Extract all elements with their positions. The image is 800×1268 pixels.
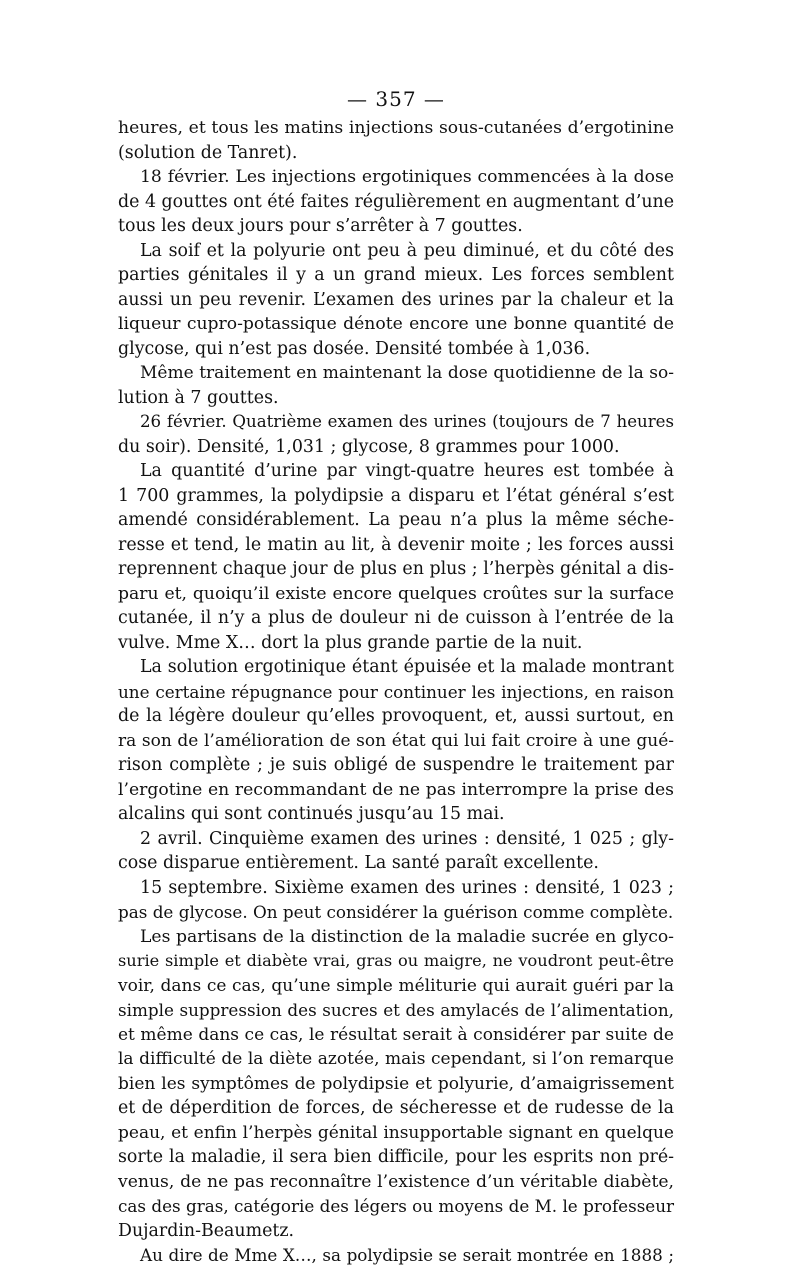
text-line: resse et tend, le matin au lit, à devenir moite ; les forces aussi — [118, 534, 674, 555]
text-line: sorte la maladie, il sera bien difficile, pour les esprits non pré- — [118, 1147, 674, 1167]
text-line: paru et, quoiqu’il existe encore quelques croûtes sur la surface — [118, 583, 674, 604]
text-line: tous les deux jours pour s’arrêter à 7 gouttes. — [118, 216, 523, 236]
text-line: La solution ergotinique étant épuisée et la malade montrant — [140, 657, 674, 677]
text-line: lution à 7 gouttes. — [118, 387, 279, 408]
text-line: 1 700 grammes, la polydipsie a disparu et l’état général s’est — [118, 485, 674, 506]
text-line: une certaine répugnance pour continuer les injections, en raison — [118, 681, 674, 702]
text-line: aussi un peu revenir. L’examen des urines par la chaleur et la — [118, 289, 674, 310]
book-page — [118, 84, 674, 1268]
text-line: et de déperdition de forces, de sécheresse et de rudesse de la — [118, 1098, 674, 1118]
text-line: ra son de l’amélioration de son état qui lui fait croire à une gué- — [118, 730, 674, 751]
text-line: vulve. Mme X… dort la plus grande partie de la nuit. — [118, 632, 583, 653]
text-line: voir, dans ce cas, qu’une simple méliturie qui aurait guéri par la — [118, 975, 674, 996]
text-line: la difficulté de la diète azotée, mais cependant, si l’on remarque — [118, 1049, 674, 1069]
text-line: du soir). Densité, 1,031 ; glycose, 8 grammes pour 1000. — [118, 436, 620, 457]
text-line: (solution de Tanret). — [118, 142, 298, 163]
text-line: La soif et la polyurie ont peu à peu diminué, et du côté des — [140, 240, 674, 261]
text-line: 15 septembre. Sixième examen des urines : densité, 1 023 ; — [140, 877, 674, 898]
text-line: cose disparue entièrement. La santé paraît excellente. — [118, 853, 599, 873]
text-line: cas des gras, catégorie des légers ou moyens de M. le professeur — [118, 1196, 675, 1216]
text-line: de la légère douleur qu’elles provoquent, et, aussi surtout, en — [118, 706, 674, 726]
text-line: l’ergotine en recommandant de ne pas interrompre la prise des — [118, 779, 674, 800]
text-line: heures, et tous les matins injections sous-cutanées d’ergotinine — [118, 118, 674, 138]
text-line: surie simple et diabète vrai, gras ou maigre, ne voudront peut-être — [118, 951, 674, 970]
text-line: amendé considérablement. La peau n’a plus la même séche- — [118, 510, 674, 530]
text-line: Dujardin-Beaumetz. — [118, 1220, 295, 1241]
text-line: liqueur cupro-potassique dénote encore une bonne quantité de — [118, 314, 674, 334]
text-line: 2 avril. Cinquième examen des urines : densité, 1 025 ; gly- — [140, 828, 674, 849]
text-line: 18 février. Les injections ergotiniques commencées à la dose — [140, 167, 674, 187]
text-line: et même dans ce cas, le résultat serait à considérer par suite de — [118, 1024, 674, 1045]
text-line: reprennent chaque jour de plus en plus ; l’herpès génital a dis- — [118, 559, 674, 579]
text-line: Au dire de Mme X…, sa polydipsie se serait montrée en 1888 ; — [140, 1245, 674, 1265]
text-line: parties génitales il y a un grand mieux. Les forces semblent — [118, 265, 674, 285]
text-line: peau, et enfin l’herpès génital insupportable signant en quelque — [118, 1122, 674, 1143]
text-line: bien les symptômes de polydipsie et polyurie, d’amaigrissement — [118, 1073, 674, 1094]
text-line: rison complète ; je suis obligé de suspendre le traitement par — [118, 755, 674, 775]
text-line: alcalins qui sont continués jusqu’au 15 mai. — [118, 804, 505, 824]
page-number: — 357 — — [347, 87, 445, 111]
text-line: pas de glycose. On peut considérer la guérison comme complète. — [118, 902, 674, 922]
text-line: glycose, qui n’est pas dosée. Densité tombée à 1,036. — [118, 338, 591, 359]
text-line: simple suppression des sucres et des amylacés de l’alimentation, — [118, 1000, 674, 1020]
text-line: Les partisans de la distinction de la maladie sucrée en glyco- — [140, 926, 674, 947]
text-line: 26 février. Quatrième examen des urines (toujours de 7 heures — [140, 412, 674, 431]
text-line: cutanée, il n’y a plus de douleur ni de cuisson à l’entrée de la — [118, 608, 674, 628]
text-line: de 4 gouttes ont été faites régulièrement en augmentant d’une — [118, 191, 675, 212]
text-line: La quantité d’urine par vingt-quatre heures est tombée à — [140, 461, 674, 481]
text-line: venus, de ne pas reconnaître l’existence d’un véritable diabète, — [118, 1171, 674, 1192]
text-line: Même traitement en maintenant la dose quotidienne de la so- — [140, 363, 674, 383]
body-text — [118, 116, 674, 1268]
